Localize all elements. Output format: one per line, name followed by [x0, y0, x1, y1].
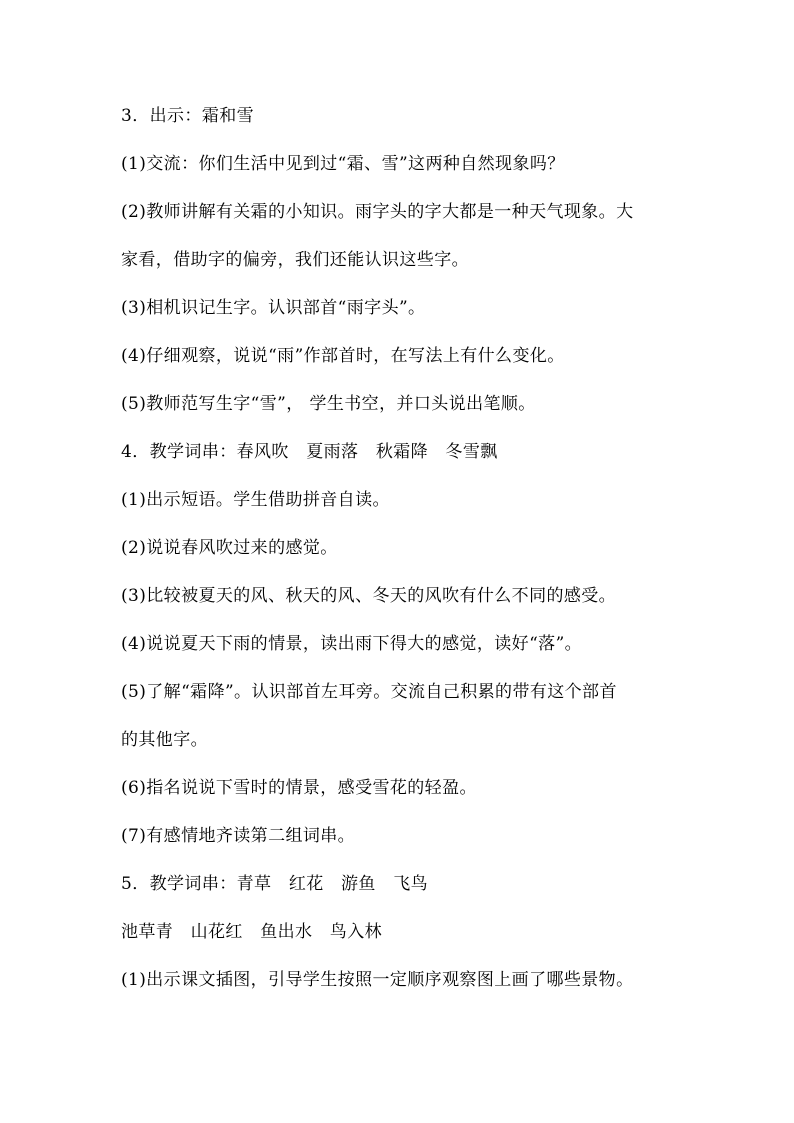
paragraph-line: (3)相机识记生字。认识部首“雨字头”。 [121, 298, 426, 318]
paragraph-line: (4)说说夏天下雨的情景，读出雨下得大的感觉，读好“落”。 [121, 634, 583, 654]
paragraph-line: (2)说说春风吹过来的感觉。 [121, 538, 338, 558]
paragraph-line: (7)有感情地齐读第二组词串。 [121, 826, 356, 846]
paragraph-line: (5)了解“霜降”。认识部首左耳旁。交流自己积累的带有这个部首 [121, 682, 617, 702]
paragraph-line: (3)比较被夏天的风、秋天的风、冬天的风吹有什么不同的感受。 [121, 586, 617, 606]
document-body [121, 104, 681, 992]
paragraph-line: (6)指名说说下雪时的情景，感受雪花的轻盈。 [121, 778, 477, 798]
paragraph-line: 家看，借助字的偏旁，我们还能认识这些字。 [121, 250, 469, 270]
paragraph-line: (5)教师范写生字“雪”， 学生书空，并口头说出笔顺。 [121, 394, 536, 414]
section-heading-3: 3．出示：霜和雪 [121, 106, 255, 126]
paragraph-line: (4)仔细观察，说说“雨”作部首时，在写法上有什么变化。 [121, 346, 565, 366]
paragraph-line: (2)教师讲解有关霜的小知识。雨字头的字大都是一种天气现象。大 [121, 202, 634, 222]
paragraph-line: (1)出示短语。学生借助拼音自读。 [121, 490, 390, 510]
paragraph-line: 的其他字。 [121, 730, 208, 750]
paragraph-line: (1)出示课文插图，引导学生按照一定顺序观察图上画了哪些景物。 [121, 970, 634, 990]
section-heading-5: 5．教学词串：青草 红花 游鱼 飞鸟 [121, 874, 429, 894]
paragraph-line: 池草青 山花红 鱼出水 鸟入林 [121, 922, 382, 942]
paragraph-line: (1)交流：你们生活中见到过“霜、雪”这两种自然现象吗？ [121, 154, 565, 174]
section-heading-4: 4．教学词串：春风吹 夏雨落 秋霜降 冬雪飘 [121, 442, 498, 462]
